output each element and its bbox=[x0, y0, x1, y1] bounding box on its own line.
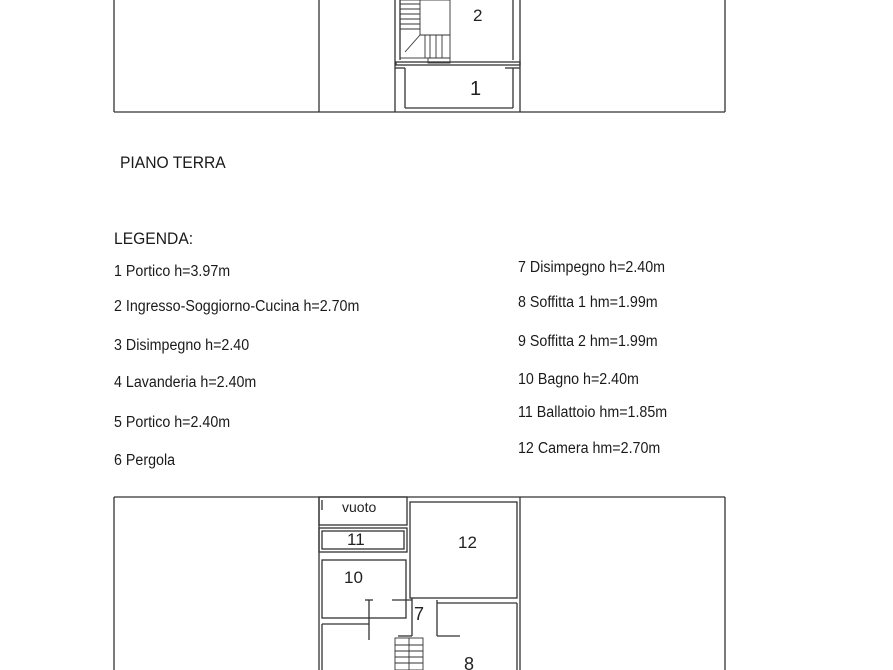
legend-item: 10 Bagno h=2.40m bbox=[518, 371, 639, 388]
legend-item: 3 Disimpegno h=2.40 bbox=[114, 337, 250, 354]
legend-item: 4 Lavanderia h=2.40m bbox=[114, 374, 257, 391]
ground-floor-plan bbox=[114, 0, 725, 112]
section-title: PIANO TERRA bbox=[120, 153, 226, 172]
legend-item: 9 Soffitta 2 hm=1.99m bbox=[518, 333, 658, 350]
room-11-label: 11 bbox=[347, 530, 365, 549]
room-8-label: 8 bbox=[464, 654, 475, 670]
room-1-label: 1 bbox=[470, 78, 482, 100]
upper-floor-plan bbox=[114, 497, 725, 670]
room-12-label: 12 bbox=[458, 533, 477, 552]
legend-title: LEGENDA: bbox=[114, 229, 194, 248]
legend-item: 8 Soffitta 1 hm=1.99m bbox=[518, 294, 658, 311]
legend-item: 12 Camera hm=2.70m bbox=[518, 440, 661, 457]
room-7-label: 7 bbox=[414, 604, 425, 624]
vuoto-label: vuoto bbox=[342, 499, 377, 515]
legend-item: 6 Pergola bbox=[114, 452, 176, 469]
staircase-icon bbox=[395, 638, 423, 670]
legend-item: 5 Portico h=2.40m bbox=[114, 414, 231, 431]
legend-item: 2 Ingresso-Soggiorno-Cucina h=2.70m bbox=[114, 298, 360, 315]
room-10-label: 10 bbox=[344, 568, 363, 587]
legend-item: 11 Ballattoio hm=1.85m bbox=[518, 404, 668, 421]
legend-item: 1 Portico h=3.97m bbox=[114, 263, 231, 280]
room-2-label: 2 bbox=[473, 6, 483, 25]
staircase-icon bbox=[400, 0, 450, 63]
legend-item: 7 Disimpegno h=2.40m bbox=[518, 259, 666, 276]
